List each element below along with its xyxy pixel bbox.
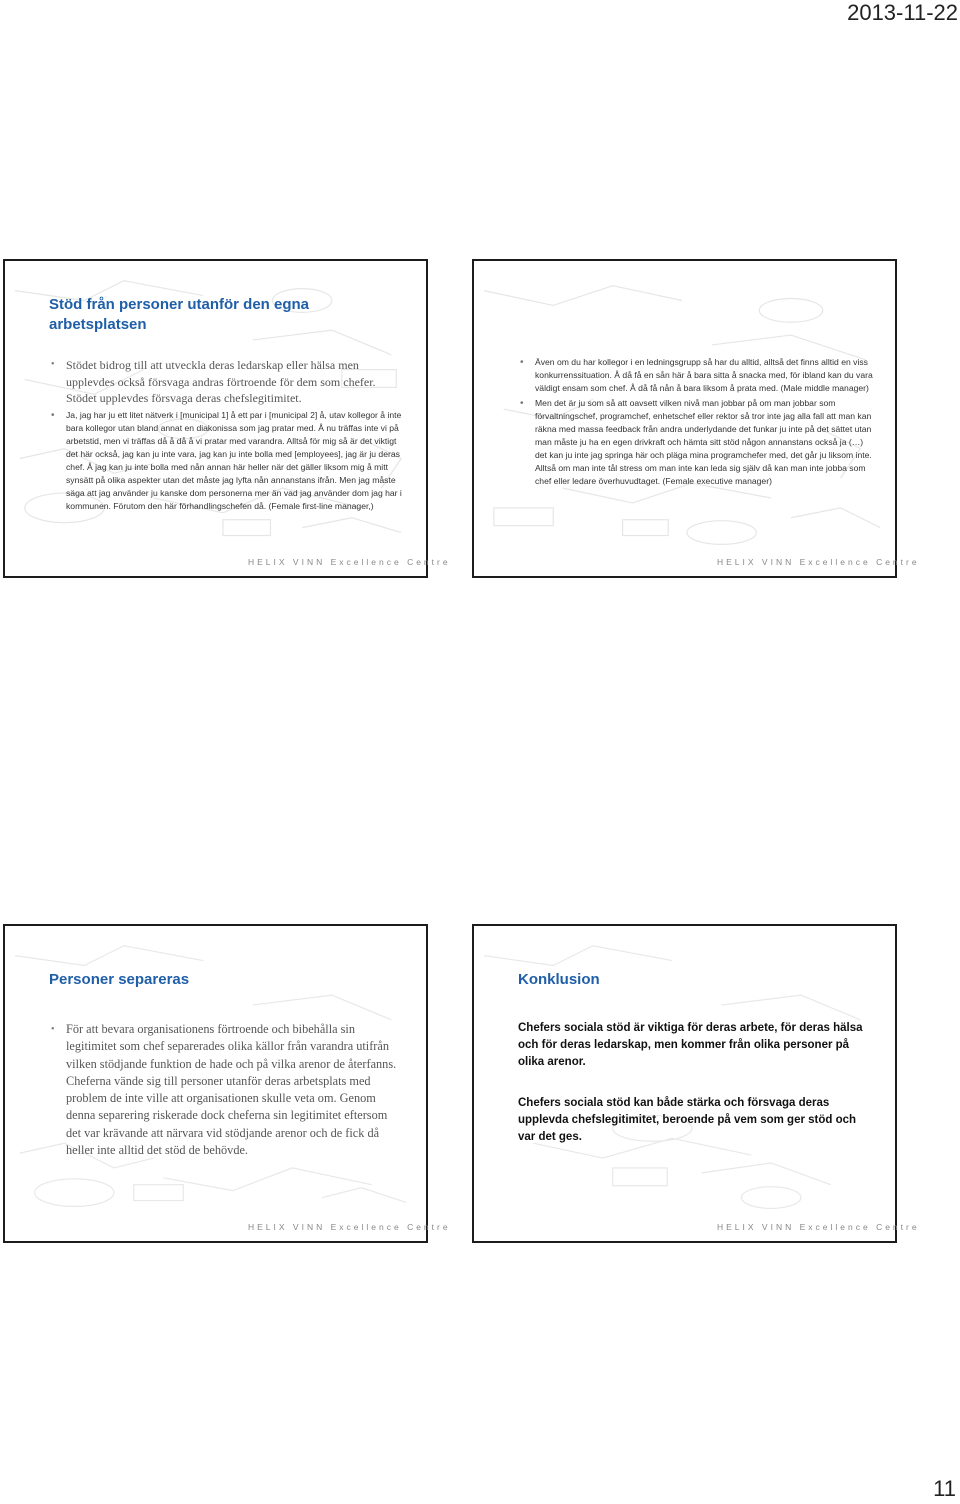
slide-body bbox=[518, 356, 876, 488]
bullet-item bbox=[518, 397, 876, 488]
slide-body bbox=[49, 357, 405, 513]
page-number: 11 bbox=[933, 1476, 956, 1501]
bullet-list bbox=[518, 356, 876, 488]
bullet-item bbox=[518, 356, 876, 395]
bullet-item bbox=[49, 1021, 405, 1159]
slide-3 bbox=[3, 924, 451, 1243]
bullet-item bbox=[49, 409, 405, 513]
slide-body bbox=[518, 1020, 868, 1170]
slide-4 bbox=[472, 924, 920, 1243]
conclusion-paragraph: Chefers sociala stöd är viktiga för deras arbete, för deras hälsa och för deras ledarskap, men kommer från olika personer på olika arenor. bbox=[518, 1022, 863, 1068]
bullet-text: Även om du har kollegor i en ledningsgrupp så har du alltid, alltså det finns alltid en viss konkurrenssituation. Å då få en sån här å bara sitta å snacka med, för ibland kan du vara väldigt ensam som chef. Å då få nån å bara liksom å prata med. (Male middle manager) bbox=[535, 357, 873, 393]
bullet-item bbox=[49, 357, 405, 407]
conclusion-paragraph: Chefers sociala stöd kan både stärka och försvaga deras upplevda chefslegitimitet, beroende på vem som ger stöd och var det ges. bbox=[518, 1097, 857, 1143]
slide-title: Personer separeras bbox=[49, 971, 190, 988]
bullet-text: För att bevara organisationens förtroende och bibehålla sin legitimitet som chef separerades olika källor från varandra utifrån vilken stödjande funktion de hade och på vilka arenor de återfanns. Cheferna vände sig till personer utanför deras arbetsplats med problem de inte ville att organisationen skulle veta om. Genom denna separering riskerade dock cheferna sin legitimitet eftersom det var krävande att närvara vid stödjande arenor och de fick då heller inte alltid det stöd de behövde. bbox=[66, 1022, 397, 1158]
bullet-text: Stödet bidrog till att utveckla deras ledarskap eller hälsa men upplevdes också försvaga andras förtroende för dem som chefer. Stödet upplevdes försvaga deras chefslegitimitet. bbox=[66, 358, 376, 405]
helix-logo: HELIX VINN Excellence Centre bbox=[248, 557, 451, 567]
slide-title: Konklusion bbox=[518, 971, 600, 988]
bullet-list bbox=[49, 1021, 405, 1159]
slide-1 bbox=[3, 259, 451, 578]
slide-2 bbox=[472, 259, 920, 578]
bullet-text: Men det är ju som så att oavsett vilken nivå man jobbar på om man jobbar som förvaltningschef, programchef, enhetschef eller rektor så tror inte jag alla fall att man kan räkna med massa feedback från andra underlydande det funkar ju inte på det sättet utan man måste ju ha en egen drivkraft och hämta sitt stöd någon annanstans också ja (…) det kan ju inte jag springa här och pläga mina programchefer med, det går ju liksom inte. Alltså om man inte tål stress om man inte kan leda sig själv då kan man inte jobba som chef eller ledare överhuvudtaget. (Female executive manager) bbox=[535, 398, 872, 486]
bullet-text: Ja, jag har ju ett litet nätverk i [municipal 1] å ett par i [municipal 2] å, utav kollegor å inte bara kollegor utan bland annat en diakonissa som jag pratar med. Å nu träffas inte vi på arbetstid, men vi träffas då å då å vi pratar med varandra. Alltså för mig så är det viktigt det här också, jag kan ju inte vara, jag kan ju inte bolla med [employees], jag är ju deras chef. Å jag kan ju inte bolla med nån annan här heller när det gäller liksom mig å mitt synsätt på olika aspekter utan det måste jag lyfta nån annanstans ifrån. Men jag måste säga att jag använder ju kanske dom personerna mer än vad jag använder dom jag har i kommunen. Förutom den här förhandlingschefen då. (Female first-line manager,) bbox=[66, 409, 402, 511]
slide-body bbox=[49, 1021, 405, 1159]
helix-logo: HELIX VINN Excellence Centre bbox=[717, 1222, 920, 1232]
helix-logo: HELIX VINN Excellence Centre bbox=[248, 1222, 451, 1232]
bullet-list bbox=[49, 357, 405, 513]
slide-title: Stöd från personer utanför den egna arbetsplatsen bbox=[49, 296, 310, 333]
helix-logo: HELIX VINN Excellence Centre bbox=[717, 557, 920, 567]
page-date: 2013-11-22 bbox=[847, 0, 958, 25]
